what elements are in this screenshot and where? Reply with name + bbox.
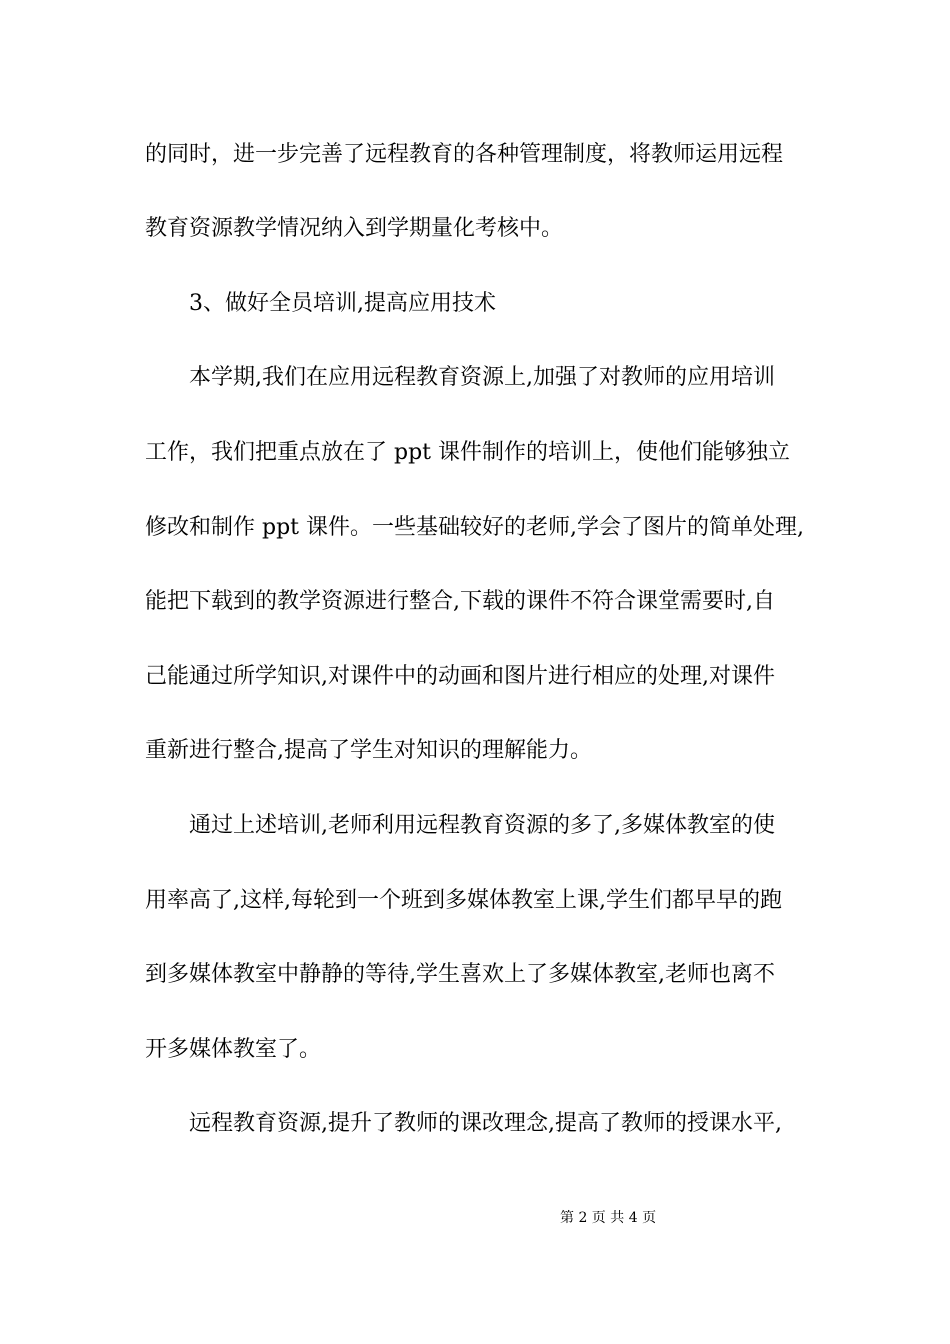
- text-line-9: 重新进行整合,提高了学生对知识的理解能力。: [145, 738, 592, 763]
- text-line-1: 的同时，进一步完善了远程教育的各种管理制度，将教师运用远程: [145, 142, 784, 167]
- text-line-11: 用率高了,这样,每轮到一个班到多媒体教室上课,学生们都早早的跑: [145, 888, 782, 913]
- text-line-14: 远程教育资源,提升了教师的课改理念,提高了教师的授课水平,: [189, 1111, 782, 1136]
- text-line-8: 己能通过所学知识,对课件中的动画和图片进行相应的处理,对课件: [145, 664, 775, 689]
- text-line-2: 教育资源教学情况纳入到学期量化考核中。: [145, 216, 564, 241]
- section-heading: 3、做好全员培训,提高应用技术: [189, 291, 496, 316]
- text-line-5: 工作，我们把重点放在了 ppt 课件制作的培训上，使他们能够独立: [145, 440, 790, 465]
- text-line-10: 通过上述培训,老师利用远程教育资源的多了,多媒体教室的使: [189, 813, 775, 838]
- text-line-7: 能把下载到的教学资源进行整合,下载的课件不符合课堂需要时,自: [145, 589, 775, 614]
- text-line-12: 到多媒体教室中静静的等待,学生喜欢上了多媒体教室,老师也离不: [145, 962, 775, 987]
- page-number-footer: 第 2 页 共 4 页: [560, 1210, 657, 1226]
- text-line-6: 修改和制作 ppt 课件。一些基础较好的老师,学会了图片的简单处理,: [145, 515, 804, 540]
- text-line-13: 开多媒体教室了。: [145, 1037, 322, 1062]
- text-line-4: 本学期,我们在应用远程教育资源上,加强了对教师的应用培训: [189, 365, 775, 390]
